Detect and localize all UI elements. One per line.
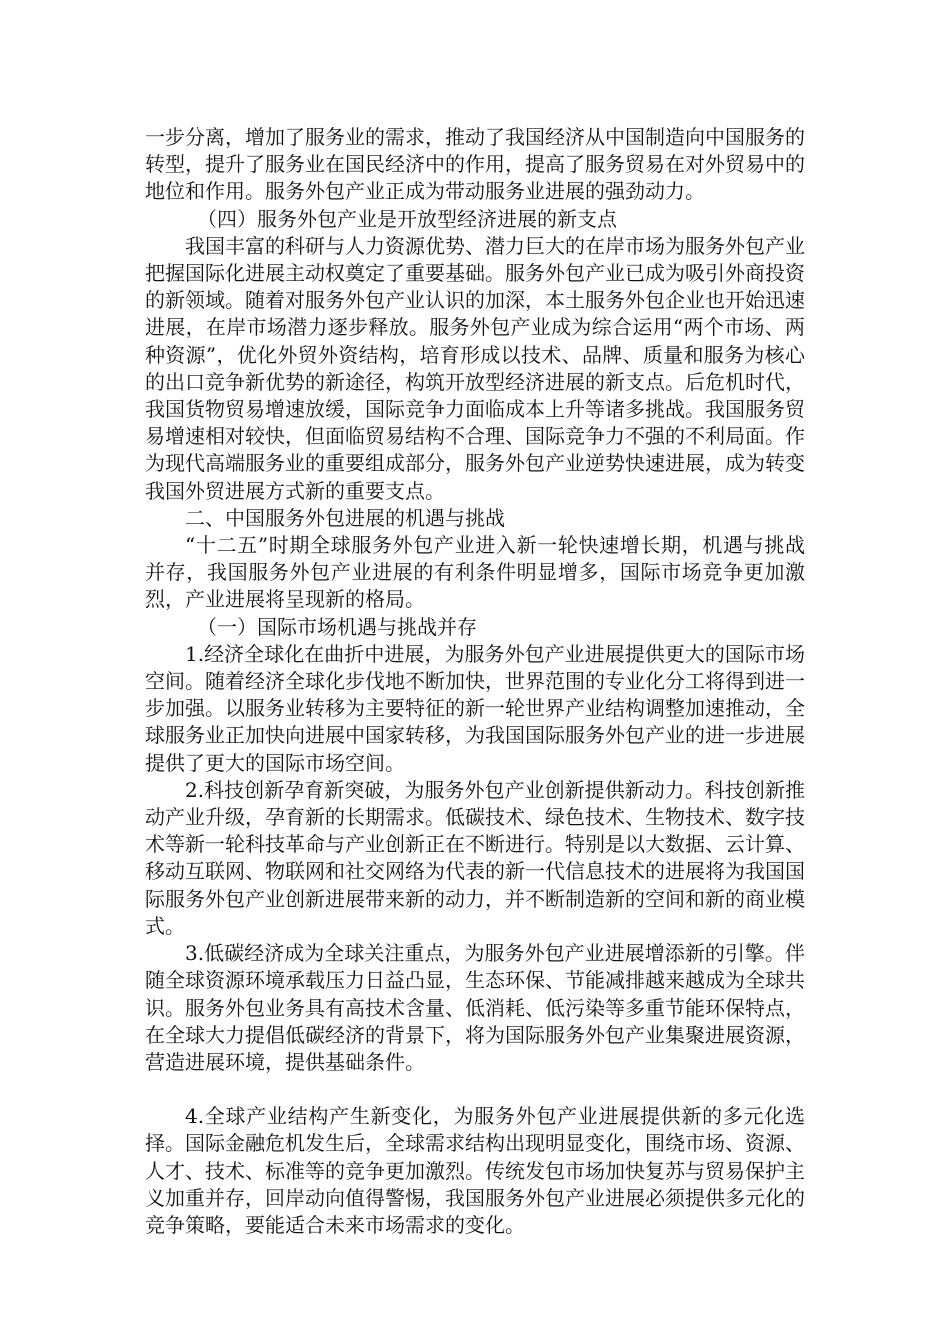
- list-paragraph-2: 2.科技创新孕育新突破，为服务外包产业创新提供新动力。科技创新推动产业升级，孕育新的长期需求。低碳技术、绿色技术、生物技术、数字技术等新一轮科技革命与产业创新正在不断进行。特别是以大数据、云计算、移动互联网、物联网和社交网络为代表的新一代信息技术的进展将为我国国际服务外包产业创新进展带来新的动力，并不断制造新的空间和新的商业模式。: [145, 777, 805, 938]
- paragraph-spacer: [145, 1076, 805, 1103]
- list-paragraph-3: 3.低碳经济成为全球关注重点，为服务外包产业进展增添新的引擎。伴随全球资源环境承载压力日益凸显，生态环保、节能减排越来越成为全球共识。服务外包业务具有高技术含量、低消耗、低污染等多重节能环保特点，在全球大力提倡低碳经济的背景下，将为国际服务外包产业集聚进展资源，营造进展环境，提供基础条件。: [145, 941, 805, 1074]
- paragraph: “十二五”时期全球服务外包产业进入新一轮快速增长期，机遇与挑战并存，我国服务外包产业进展的有利条件明显增多，国际市场竞争更加激烈，产业进展将呈现新的格局。: [145, 533, 805, 612]
- paragraph: 我国丰富的科研与人力资源优势、潜力巨大的在岸市场为服务外包产业把握国际化进展主动权奠定了重要基础。服务外包产业已成为吸引外商投资的新领域。随着对服务外包产业认识的加深，本土服务外包企业也开始迅速进展，在岸市场潜力逐步释放。服务外包产业成为综合运用“两个市场、两种资源”，优化外贸外资结构，培育形成以技术、品牌、质量和服务为核心的出口竞争新优势的新途径，构筑开放型经济进展的新支点。后危机时代，我国货物贸易增速放缓，国际竞争力面临成本上升等诸多挑战。我国服务贸易增速相对较快，但面临贸易结构不合理、国际竞争力不强的不利局面。作为现代高端服务业的重要组成部分，服务外包产业逆势快速进展，成为转变我国外贸进展方式新的重要支点。: [145, 233, 805, 503]
- list-paragraph-1: 1.经济全球化在曲折中进展，为服务外包产业进展提供更大的国际市场空间。随着经济全球化步伐地不断加快，世界范围的专业化分工将得到进一步加强。以服务业转移为主要特征的新一轮世界产业结构调整加速推动，全球服务业正加快向进展中国家转移，为我国国际服务外包产业的进一步进展提供了更大的国际市场空间。: [145, 641, 805, 775]
- section-heading-4: （四）服务外包产业是开放型经济进展的新支点: [197, 206, 617, 231]
- chapter-heading-2: 二、中国服务外包进展的机遇与挑战: [185, 505, 505, 530]
- paragraph-continuation: 一步分离，增加了服务业的需求，推动了我国经济从中国制造向中国服务的转型，提升了服务业在国民经济中的作用，提高了服务贸易在对外贸易中的地位和作用。服务外包产业正成为带动服务业进展的强劲动力。: [145, 125, 805, 204]
- document-body: [145, 124, 805, 1239]
- list-paragraph-4: 4.全球产业结构产生新变化，为服务外包产业进展提供新的多元化选择。国际金融危机发生后，全球需求结构出现明显变化，围绕市场、资源、人才、技术、标准等的竞争更加激烈。传统发包市场加快复苏与贸易保护主义加重并存，回岸动向值得警惕，我国服务外包产业进展必须提供多元化的竞争策略，要能适合未来市场需求的变化。: [145, 1104, 805, 1237]
- section-heading-1: （一）国际市场机遇与挑战并存: [197, 614, 477, 639]
